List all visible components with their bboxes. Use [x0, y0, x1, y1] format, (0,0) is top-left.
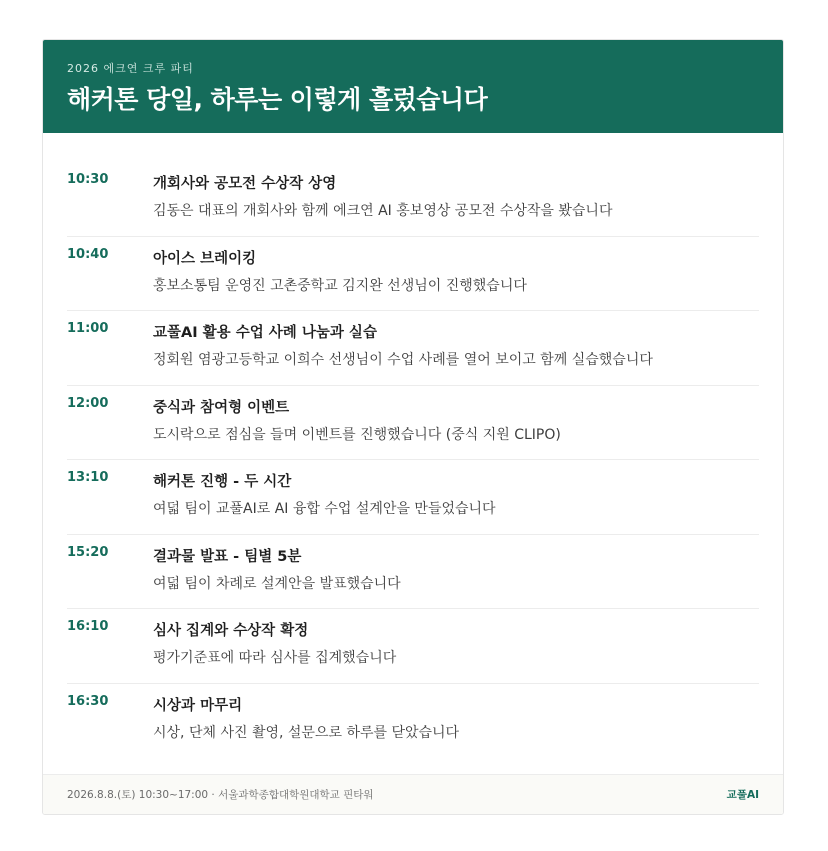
schedule-description: 홍보소통팀 운영진 고촌중학교 김지완 선생님이 진행했습니다 [153, 277, 527, 294]
card-footer [43, 774, 783, 814]
card-header [43, 40, 783, 133]
schedule-description: 평가기준표에 따라 심사를 집계했습니다 [153, 650, 397, 666]
schedule-row [67, 609, 759, 684]
header-kicker: 2026 에크연 크루 파티 [67, 62, 194, 75]
schedule-description: 여덟 팀이 차례로 설계안을 발표했습니다 [153, 575, 401, 592]
schedule-description: 김동은 대표의 개회사와 함께 에크연 AI 홍보영상 공모전 수상작을 봤습니다 [153, 203, 613, 219]
schedule-title: 아이스 브레이킹 [153, 250, 257, 267]
schedule-title: 교풀AI 활용 수업 사례 나눔과 실습 [153, 325, 377, 341]
schedule-row [67, 237, 759, 312]
brand-label: 교풀AI [726, 789, 759, 801]
schedule-row [67, 460, 759, 535]
event-info: 2026.8.8.(토) 10:30~17:00 · 서울과학종합대학원대학교 핀타워 [67, 789, 374, 801]
schedule-row [67, 684, 759, 759]
schedule-time: 11:00 [67, 321, 109, 336]
schedule-time: 13:10 [67, 470, 109, 485]
schedule-description: 여덟 팀이 교풀AI로 AI 융합 수업 설계안을 만들었습니다 [153, 501, 496, 517]
schedule-time: 16:30 [67, 693, 109, 709]
timeline [67, 162, 759, 758]
schedule-row [67, 311, 759, 386]
schedule-card [42, 39, 784, 815]
schedule-description: 정회원 염광고등학교 이희수 선생님이 수업 사례를 열어 보이고 함께 실습했습니다 [153, 352, 653, 368]
schedule-title: 시상과 마무리 [153, 697, 243, 714]
schedule-description: 시상, 단체 사진 촬영, 설문으로 하루를 닫았습니다 [153, 724, 460, 741]
schedule-title: 해커톤 진행 - 두 시간 [153, 474, 292, 490]
schedule-row [67, 386, 759, 461]
schedule-time: 16:10 [67, 619, 109, 634]
schedule-description: 도시락으로 점심을 들며 이벤트를 진행했습니다 (중식 지원 CLIPO) [153, 426, 561, 443]
schedule-row [67, 535, 759, 610]
schedule-title: 결과물 발표 - 팀별 5분 [153, 548, 302, 565]
schedule-title: 심사 집계와 수상작 확정 [153, 623, 309, 639]
schedule-time: 15:20 [67, 544, 109, 560]
schedule-title: 개회사와 공모전 수상작 상영 [153, 176, 337, 192]
schedule-time: 10:40 [67, 246, 109, 262]
schedule-time: 10:30 [67, 172, 109, 187]
page-title: 해커톤 당일, 하루는 이렇게 흘렀습니다 [67, 85, 488, 114]
schedule-row [67, 162, 759, 237]
schedule-title: 중식과 참여형 이벤트 [153, 399, 290, 416]
schedule-time: 12:00 [67, 395, 109, 411]
